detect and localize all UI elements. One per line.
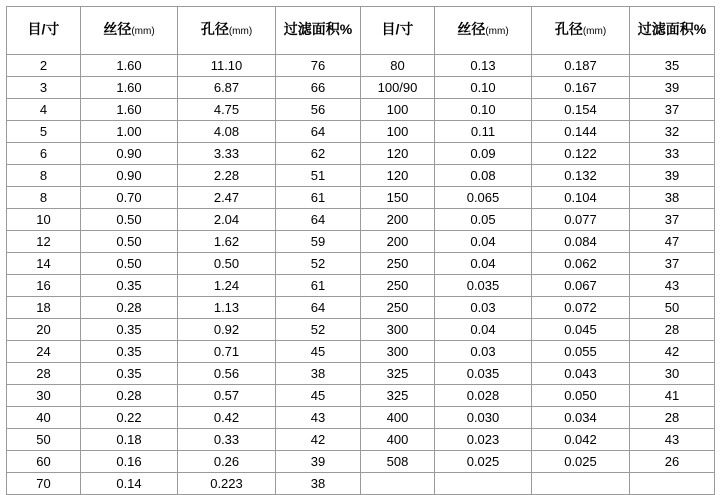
table-cell: 24	[7, 341, 81, 363]
table-row	[7, 275, 715, 297]
table-row	[7, 407, 715, 429]
table-cell: 0.077	[532, 209, 630, 231]
table-row	[7, 55, 715, 77]
table-cell	[435, 473, 532, 495]
table-cell: 2.28	[178, 165, 276, 187]
table-row	[7, 253, 715, 275]
table-cell: 8	[7, 187, 81, 209]
column-header-label: 丝径	[103, 21, 132, 37]
table-cell: 45	[276, 385, 361, 407]
table-cell: 26	[630, 451, 715, 473]
table-row	[7, 99, 715, 121]
table-cell: 0.122	[532, 143, 630, 165]
table-cell: 38	[630, 187, 715, 209]
table-cell: 0.33	[178, 429, 276, 451]
table-cell: 100	[361, 99, 435, 121]
table-cell: 0.90	[81, 143, 178, 165]
table-cell: 0.042	[532, 429, 630, 451]
table-cell: 76	[276, 55, 361, 77]
table-cell: 2	[7, 55, 81, 77]
table-row	[7, 209, 715, 231]
table-row	[7, 319, 715, 341]
table-cell: 250	[361, 253, 435, 275]
table-cell: 0.045	[532, 319, 630, 341]
table-cell: 325	[361, 385, 435, 407]
table-cell: 64	[276, 297, 361, 319]
table-cell: 10	[7, 209, 81, 231]
table-cell: 70	[7, 473, 81, 495]
table-cell: 0.50	[178, 253, 276, 275]
table-cell	[630, 473, 715, 495]
table-cell: 43	[630, 275, 715, 297]
table-row	[7, 165, 715, 187]
table-row	[7, 429, 715, 451]
table-cell: 0.104	[532, 187, 630, 209]
table-cell: 80	[361, 55, 435, 77]
table-cell: 0.067	[532, 275, 630, 297]
table-cell	[532, 473, 630, 495]
table-cell: 0.56	[178, 363, 276, 385]
table-cell: 33	[630, 143, 715, 165]
table-cell: 6.87	[178, 77, 276, 99]
table-cell: 1.13	[178, 297, 276, 319]
table-cell: 62	[276, 143, 361, 165]
table-cell: 39	[630, 165, 715, 187]
table-cell: 52	[276, 319, 361, 341]
table-cell: 325	[361, 363, 435, 385]
table-cell: 0.10	[435, 99, 532, 121]
column-header-label: 孔径	[554, 21, 583, 37]
column-header-label: 过滤面积%	[637, 21, 707, 37]
table-cell: 250	[361, 275, 435, 297]
table-cell: 38	[276, 363, 361, 385]
table-cell: 4.75	[178, 99, 276, 121]
table-body	[7, 55, 715, 495]
column-header-wire-right	[435, 7, 532, 55]
table-cell: 50	[630, 297, 715, 319]
table-cell: 28	[7, 363, 81, 385]
table-row	[7, 231, 715, 253]
table-cell: 0.04	[435, 231, 532, 253]
column-header-mesh-left	[7, 7, 81, 55]
table-cell: 0.055	[532, 341, 630, 363]
table-cell: 61	[276, 187, 361, 209]
table-cell: 4	[7, 99, 81, 121]
table-cell: 0.70	[81, 187, 178, 209]
column-header-label: 丝径	[457, 21, 486, 37]
table-cell: 0.09	[435, 143, 532, 165]
table-cell: 37	[630, 209, 715, 231]
table-cell: 61	[276, 275, 361, 297]
table-cell: 43	[630, 429, 715, 451]
table-cell: 0.71	[178, 341, 276, 363]
table-row	[7, 143, 715, 165]
table-cell: 40	[7, 407, 81, 429]
column-header-open-area-left	[276, 7, 361, 55]
table-cell: 45	[276, 341, 361, 363]
table-cell: 1.62	[178, 231, 276, 253]
table-cell: 37	[630, 253, 715, 275]
column-header-label: 过滤面积%	[283, 21, 353, 37]
table-cell: 28	[630, 319, 715, 341]
table-cell: 0.062	[532, 253, 630, 275]
table-cell: 4.08	[178, 121, 276, 143]
table-cell: 120	[361, 165, 435, 187]
table-cell: 0.35	[81, 275, 178, 297]
table-row	[7, 341, 715, 363]
table-cell: 11.10	[178, 55, 276, 77]
table-header-row	[7, 7, 715, 55]
table-cell: 0.14	[81, 473, 178, 495]
mesh-specification-table	[6, 6, 715, 495]
table-cell: 0.023	[435, 429, 532, 451]
table-cell: 0.167	[532, 77, 630, 99]
column-header-open-area-right	[630, 7, 715, 55]
table-cell: 1.60	[81, 77, 178, 99]
table-row	[7, 77, 715, 99]
table-cell: 1.00	[81, 121, 178, 143]
table-cell: 0.57	[178, 385, 276, 407]
table-cell: 28	[630, 407, 715, 429]
table-cell: 0.028	[435, 385, 532, 407]
table-cell: 64	[276, 209, 361, 231]
table-cell: 300	[361, 319, 435, 341]
table-cell: 0.025	[532, 451, 630, 473]
column-header-label: 孔径	[200, 21, 229, 37]
table-cell: 8	[7, 165, 81, 187]
table-cell: 50	[7, 429, 81, 451]
table-cell: 0.10	[435, 77, 532, 99]
column-header-wire-left	[81, 7, 178, 55]
table-cell: 14	[7, 253, 81, 275]
table-cell: 0.154	[532, 99, 630, 121]
table-cell: 0.35	[81, 341, 178, 363]
table-cell: 0.050	[532, 385, 630, 407]
table-row	[7, 385, 715, 407]
table-cell: 0.50	[81, 209, 178, 231]
table-cell: 0.35	[81, 363, 178, 385]
table-cell: 39	[630, 77, 715, 99]
column-header-aperture-left	[178, 7, 276, 55]
table-cell: 3	[7, 77, 81, 99]
table-cell: 400	[361, 429, 435, 451]
table-cell: 64	[276, 121, 361, 143]
table-cell: 0.90	[81, 165, 178, 187]
table-cell: 2.04	[178, 209, 276, 231]
table-cell: 1.60	[81, 99, 178, 121]
table-cell: 35	[630, 55, 715, 77]
table-cell: 16	[7, 275, 81, 297]
table-cell: 32	[630, 121, 715, 143]
column-header-label: 目/寸	[381, 21, 414, 37]
table-cell: 0.035	[435, 275, 532, 297]
table-cell: 1.60	[81, 55, 178, 77]
table-cell: 0.18	[81, 429, 178, 451]
table-cell: 0.13	[435, 55, 532, 77]
table-cell: 47	[630, 231, 715, 253]
table-cell: 18	[7, 297, 81, 319]
column-header-mesh-right	[361, 7, 435, 55]
table-cell: 56	[276, 99, 361, 121]
table-cell: 0.28	[81, 385, 178, 407]
table-cell: 0.50	[81, 253, 178, 275]
table-row	[7, 121, 715, 143]
table-cell: 12	[7, 231, 81, 253]
table-cell: 0.22	[81, 407, 178, 429]
table-cell: 150	[361, 187, 435, 209]
table-cell: 0.187	[532, 55, 630, 77]
table-cell: 30	[7, 385, 81, 407]
table-cell: 39	[276, 451, 361, 473]
table-row	[7, 187, 715, 209]
table-cell: 120	[361, 143, 435, 165]
table-cell: 0.28	[81, 297, 178, 319]
table-cell: 0.072	[532, 297, 630, 319]
table-cell: 0.92	[178, 319, 276, 341]
table-cell: 200	[361, 209, 435, 231]
table-cell: 0.04	[435, 319, 532, 341]
table-cell: 508	[361, 451, 435, 473]
table-cell: 0.065	[435, 187, 532, 209]
table-row	[7, 473, 715, 495]
table-cell: 52	[276, 253, 361, 275]
table-cell: 0.030	[435, 407, 532, 429]
table-cell: 20	[7, 319, 81, 341]
table-cell: 0.11	[435, 121, 532, 143]
table-cell: 66	[276, 77, 361, 99]
table-cell: 59	[276, 231, 361, 253]
table-cell: 0.26	[178, 451, 276, 473]
table-cell: 0.04	[435, 253, 532, 275]
table-cell: 400	[361, 407, 435, 429]
table-header	[7, 7, 715, 55]
table-cell: 0.03	[435, 341, 532, 363]
table-row	[7, 297, 715, 319]
table-cell: 0.084	[532, 231, 630, 253]
table-cell: 51	[276, 165, 361, 187]
table-cell: 0.223	[178, 473, 276, 495]
table-cell: 38	[276, 473, 361, 495]
table-cell: 41	[630, 385, 715, 407]
table-cell	[361, 473, 435, 495]
table-cell: 0.132	[532, 165, 630, 187]
table-row	[7, 363, 715, 385]
column-header-unit: (mm)	[131, 26, 155, 37]
table-cell: 250	[361, 297, 435, 319]
column-header-aperture-right	[532, 7, 630, 55]
table-cell: 43	[276, 407, 361, 429]
table-cell: 2.47	[178, 187, 276, 209]
table-cell: 42	[630, 341, 715, 363]
table-cell: 200	[361, 231, 435, 253]
table-cell: 1.24	[178, 275, 276, 297]
table-cell: 6	[7, 143, 81, 165]
table-cell: 0.144	[532, 121, 630, 143]
table-cell: 0.034	[532, 407, 630, 429]
table-cell: 0.05	[435, 209, 532, 231]
table-cell: 0.08	[435, 165, 532, 187]
table-cell: 0.50	[81, 231, 178, 253]
table-cell: 3.33	[178, 143, 276, 165]
table-cell: 0.03	[435, 297, 532, 319]
table-cell: 0.035	[435, 363, 532, 385]
table-cell: 60	[7, 451, 81, 473]
table-cell: 0.043	[532, 363, 630, 385]
table-cell: 100	[361, 121, 435, 143]
column-header-unit: (mm)	[228, 26, 253, 37]
table-cell: 300	[361, 341, 435, 363]
table-cell: 30	[630, 363, 715, 385]
table-row	[7, 451, 715, 473]
column-header-unit: (mm)	[582, 26, 607, 37]
table-cell: 0.16	[81, 451, 178, 473]
table-cell: 0.025	[435, 451, 532, 473]
table-cell: 5	[7, 121, 81, 143]
column-header-unit: (mm)	[485, 26, 509, 37]
table-cell: 42	[276, 429, 361, 451]
table-cell: 100/90	[361, 77, 435, 99]
table-cell: 0.35	[81, 319, 178, 341]
table-cell: 0.42	[178, 407, 276, 429]
column-header-label: 目/寸	[27, 21, 60, 37]
table-cell: 37	[630, 99, 715, 121]
